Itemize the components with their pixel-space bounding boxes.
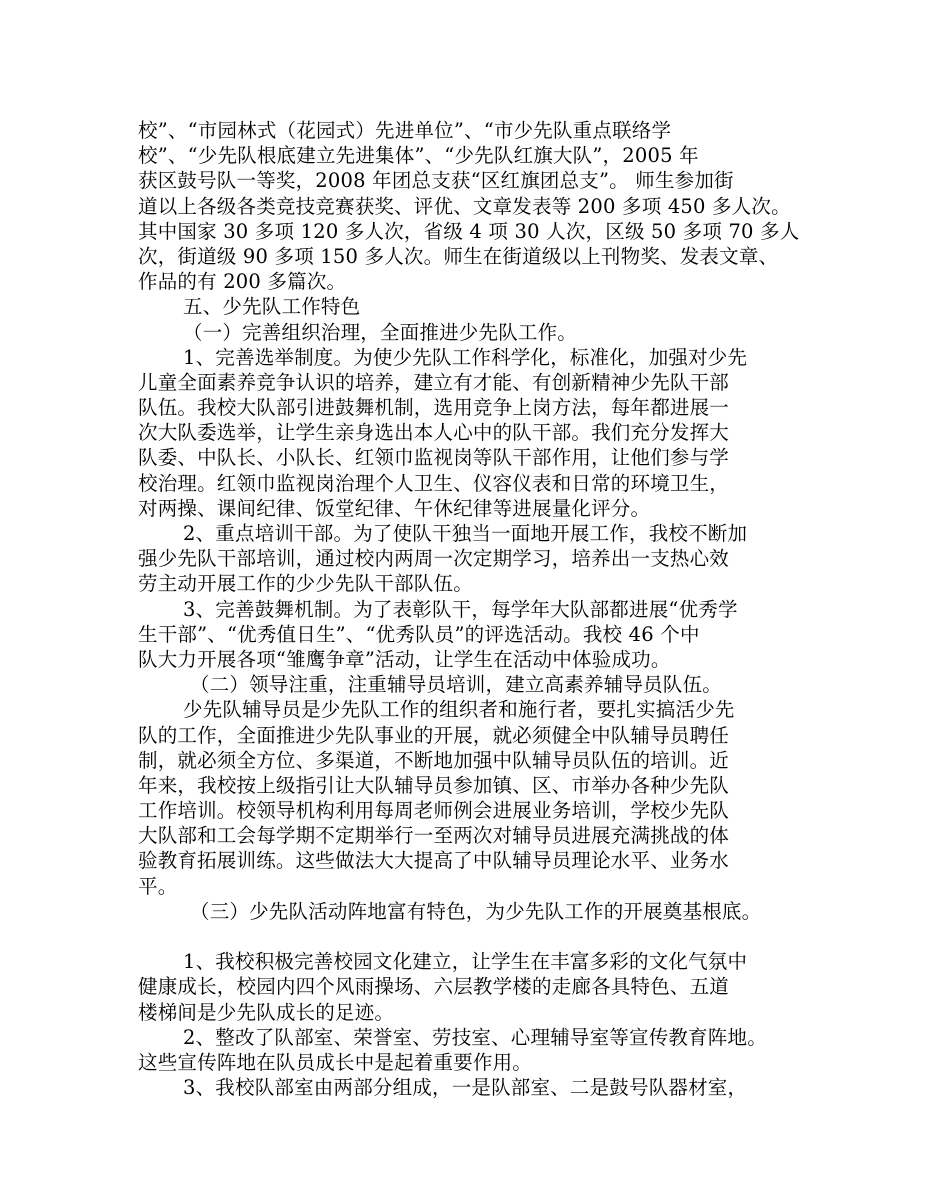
subsection-heading: （一）完善组织治理，全面推进少先队工作。 [183,320,578,344]
text-line: 作品的有 200 多篇次。 [138,270,347,294]
subsection-heading: （二）领导注重，注重辅导员培训，建立高素养辅导员队伍。 [190,673,722,697]
text-line: 其中国家 30 多项 120 多人次，省级 4 项 30 人次，区级 50 多项 70 多人 [138,219,800,243]
text-line: 验教育拓展训练。这些做法大大提高了中队辅导员理论水平、业务水 [138,849,730,873]
text-line: 校”、“少先队根底建立先进集体”、“少先队红旗大队”，2005 年 [138,144,699,168]
text-line: 获区鼓号队一等奖，2008 年团总支获“区红旗团总支”。 师生参加街 [138,169,734,193]
subsection-heading: （三）少先队活动阵地富有特色，为少先队工作的开展奠基根底。 [190,899,762,923]
text-line: 道以上各级各类竞技竞赛获奖、评优、文章发表等 200 多项 450 多人次。 [138,194,791,218]
paragraph-start: 1、完善选举制度。为使少先队工作科学化，标准化，加强对少先 [183,345,748,369]
text-line: 队伍。我校大队部引进鼓舞机制，选用竞争上岗方法，每年都进展一 [138,396,730,420]
text-line: 儿童全面素养竞争认识的培养，建立有才能、有创新精神少先队干部 [138,370,730,394]
paragraph-start: 少先队辅导员是少先队工作的组织者和施行者，要扎实搞活少先 [183,698,735,722]
text-line: 强少先队干部培训，通过校内两周一次定期学习，培养出一支热心效 [138,547,730,571]
blank-line [138,924,824,949]
text-line: 制，就必须全方位、多渠道，不断地加强中队辅导员队伍的培训。近 [138,748,730,772]
section-heading: 五、少先队工作特色 [183,295,361,319]
text-line: 这些宣传阵地在队员成长中是起着重要作用。 [138,1050,533,1074]
text-line: 生干部”、“优秀值日生”、“优秀队员”的评选活动。我校 46 个中 [138,622,700,646]
text-line: 健康成长，校园内四个风雨操场、六层教学楼的走廊各具特色、五道 [138,975,730,999]
paragraph-start: 3、完善鼓舞机制。为了表彰队干，每学年大队部都进展“优秀学 [183,597,738,621]
paragraph-start: 3、我校队部室由两部分组成，一是队部室、二是鼓号队器材室， [183,1076,748,1100]
document-body [138,118,824,1100]
text-line: 校”、“市园林式（花园式）先进单位”、“市少先队重点联络学 [138,119,672,142]
text-line: 队的工作，全面推进少先队事业的开展，就必须健全中队辅导员聘任 [138,723,730,747]
paragraph-start: 2、重点培训干部。为了使队干独当一面地开展工作，我校不断加 [183,522,748,545]
text-line: 次，街道级 90 多项 150 多人次。师生在街道级以上刊物奖、发表文章、 [138,244,779,268]
text-line: 工作培训。校领导机构利用每周老师例会进展业务培训，学校少先队 [138,799,730,823]
text-line: 楼梯间是少先队成长的足迹。 [138,1000,395,1024]
text-line: 对两操、课间纪律、饭堂纪律、午休纪律等进展量化评分。 [138,496,651,520]
text-line: 队委、中队长、小队长、红领巾监视岗等队干部作用，让他们参与学 [138,446,730,470]
paragraph-start: 2、整改了队部室、荣誉室、劳技室、心理辅导室等宣传教育阵地。 [183,1025,767,1049]
text-line: 队大力开展各项“雏鹰争章”活动，让学生在活动中体验成功。 [138,647,671,671]
paragraph-start: 1、我校积极完善校园文化建立，让学生在丰富多彩的文化气氛中 [183,950,748,974]
text-line: 次大队委选举，让学生亲身选出本人心中的队干部。我们充分发挥大 [138,421,730,445]
text-line: 校治理。红领巾监视岗治理个人卫生、仪容仪表和日常的环境卫生， [138,471,730,495]
text-line: 大队部和工会每学期不定期举行一至两次对辅导员进展充满挑战的体 [138,824,730,848]
text-line: 年来，我校按上级指引让大队辅导员参加镇、区、市举办各种少先队 [138,773,730,797]
text-line: 平。 [138,874,178,898]
text-line: 劳主动开展工作的少少先队干部队伍。 [138,572,473,596]
